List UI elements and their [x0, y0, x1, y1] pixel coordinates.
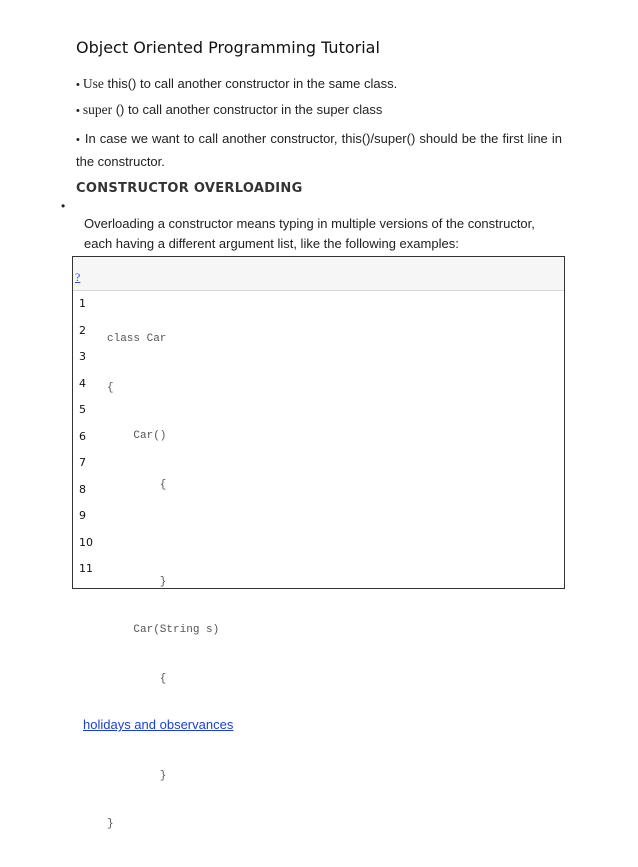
bullet-item-super	[76, 102, 382, 118]
page-title: Object Oriented Programming Tutorial	[76, 38, 380, 57]
bullet-icon: •	[76, 105, 80, 117]
line-number: 4	[79, 376, 86, 390]
line-number: 5	[79, 403, 86, 416]
bullet-item-this	[76, 76, 397, 92]
bullet-lead-word: super	[82, 102, 113, 117]
line-number: 7	[79, 456, 86, 469]
code-content	[107, 309, 219, 867]
code-help-link[interactable]: ?	[75, 270, 81, 284]
code-line: }	[107, 575, 167, 588]
line-number: 9	[79, 509, 86, 522]
holidays-link[interactable]: holidays and observances	[83, 717, 234, 732]
code-line: Car(String s)	[107, 624, 220, 636]
code-line: class Car	[107, 333, 167, 345]
code-line	[107, 527, 219, 552]
line-number: 3	[79, 350, 86, 363]
bullet-lead-word: Use	[82, 76, 104, 91]
line-number: 2	[79, 323, 86, 337]
bullet-icon: •	[61, 199, 66, 213]
bullet-text: () to call another constructor in the super class	[112, 102, 383, 117]
line-number: 10	[79, 535, 93, 549]
code-toolbar	[73, 257, 564, 291]
line-number: 6	[79, 429, 86, 443]
bullet-icon: •	[76, 79, 80, 91]
code-line: Car()	[107, 430, 167, 442]
code-line: }	[107, 818, 114, 830]
code-line: {	[107, 478, 167, 491]
code-line: {	[107, 672, 167, 685]
code-line: }	[107, 769, 167, 782]
code-line: {	[107, 381, 114, 394]
section-heading: CONSTRUCTOR OVERLOADING	[76, 181, 303, 196]
line-number: 11	[79, 562, 93, 575]
bullet-text: this() to call another constructor in the same class.	[103, 76, 398, 91]
bullet-text: In case we want to call another constructor, this()/super() should be the first line in the constructor.	[76, 131, 562, 169]
bullet-item-first-line-rule	[76, 128, 562, 172]
line-number-gutter	[79, 297, 93, 589]
line-number: 8	[79, 482, 86, 496]
bullet-icon: •	[76, 134, 80, 146]
overloading-paragraph: Overloading a constructor means typing in multiple versions of the constructor, each having a different argument list, like the following examples:	[84, 216, 535, 251]
line-number: 1	[79, 297, 86, 310]
